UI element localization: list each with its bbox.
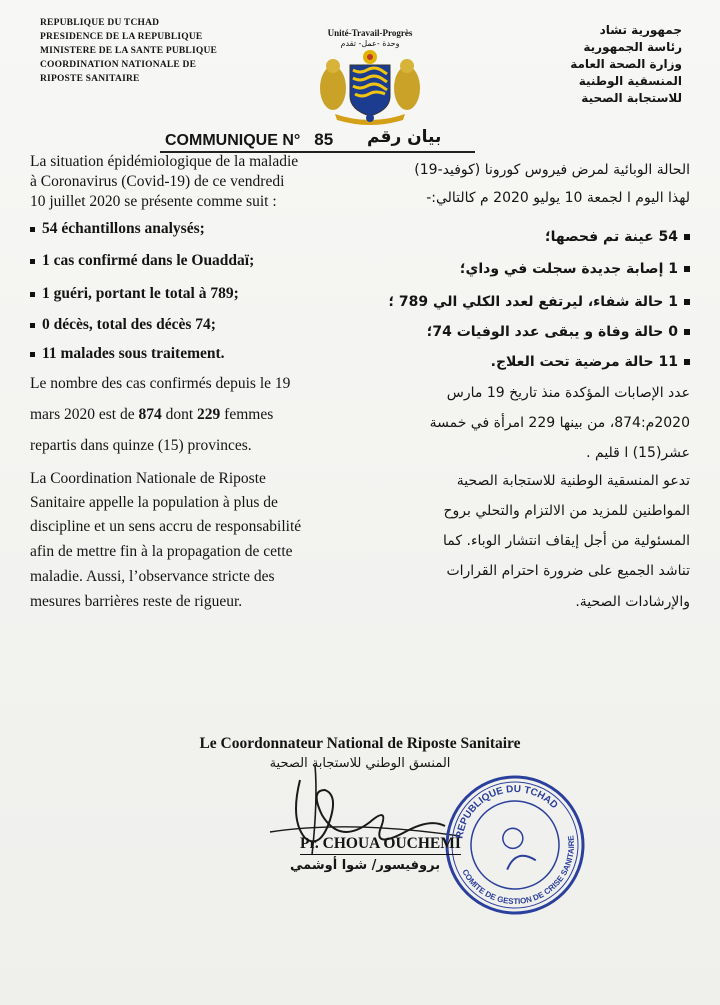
bullet-icon (684, 359, 690, 365)
header-right-line: المنسقية الوطنية (578, 74, 682, 88)
header-right-line: جمهورية تشاد (599, 23, 682, 37)
bullet-icon (684, 266, 690, 272)
header-left-line: RIPOSTE SANITAIRE (40, 74, 140, 84)
motto-arabic: وحدة -عمل- تقدم (340, 39, 400, 48)
arabic-intro-line: الحالة الوبائية لمرض فيروس كورونا (كوفيد-19) (414, 162, 690, 178)
official-stamp (440, 770, 590, 920)
communique-title (165, 130, 333, 150)
bullet-icon (30, 352, 35, 357)
signatory-title-arabic: المنسق الوطني للاستجابة الصحية (269, 756, 451, 771)
motto-french: Unité-Travail-Progrès (327, 28, 413, 38)
bullet-icon (30, 259, 35, 264)
arabic-bullet: 0 حالة وفاة و يبقى عدد الوفيات 74؛ (427, 322, 690, 343)
communique-number: 85 (314, 130, 334, 149)
french-intro-line: La situation épidémiologique de la maladie (30, 153, 299, 170)
header-right-line: وزارة الصحة العامة (570, 57, 682, 71)
header-left-block (40, 16, 217, 86)
arabic-appeal-line: المسئولية من أجل إيقاف انتشار الوباء. كما (443, 533, 690, 549)
bullet-icon (30, 292, 35, 297)
header-left-line: MINISTERE DE LA SANTE PUBLIQUE (40, 46, 218, 56)
bullet-icon (30, 323, 35, 328)
arabic-bullet: 1 حالة شفاء، ليرتفع لعدد الكلي الي 789 ؛ (388, 292, 690, 313)
signatory-name-arabic: بروفيسور/ شوا أوشمي (290, 858, 441, 873)
header-left-line: REPUBLIQUE DU TCHAD (40, 18, 160, 28)
french-appeal-line: Sanitaire appelle la population à plus de (30, 494, 278, 511)
bullet-icon (684, 329, 690, 335)
french-intro-line: 10 juillet 2020 se présente comme suit : (30, 193, 277, 210)
french-appeal-line: afin de mettre fin à la propagation de cette (30, 543, 293, 560)
french-bullet: 54 échantillons analysés; (30, 218, 205, 239)
arabic-bullet: 54 عينة تم فحصها؛ (545, 227, 690, 248)
bullet-icon (684, 299, 690, 305)
french-totals-line: Le nombre des cas confirmés depuis le 19 (30, 375, 291, 392)
header-right-line: رئاسة الجمهورية (583, 40, 682, 54)
arabic-appeal-line: تناشد الجميع على ضرورة احترام القرارات (446, 563, 690, 579)
header-left-line: PRESIDENCE DE LA REPUBLIQUE (40, 32, 203, 42)
svg-text:REPUBLIQUE DU TCHAD: REPUBLIQUE DU TCHAD (454, 783, 560, 840)
arabic-bullet: 11 حالة مرضية تحت العلاج. (491, 352, 690, 373)
arabic-totals-line: عشر(15) ا قليم . (586, 445, 690, 461)
header-left-line: COORDINATION NATIONALE DE (40, 60, 197, 70)
french-bullet: 11 malades sous traitement. (30, 343, 225, 364)
french-intro-line: à Coronavirus (Covid-19) de ce vendredi (30, 173, 285, 190)
header-right-block (502, 22, 682, 107)
arabic-appeal-line: والإرشادات الصحية. (575, 594, 690, 610)
french-totals-line: mars 2020 est de 874 dont 229 femmes (30, 406, 274, 423)
french-appeal-line: mesures barrières reste de rigueur. (30, 593, 243, 610)
arabic-bullet: 1 إصابة جديدة سجلت في وداي؛ (460, 259, 690, 280)
french-totals-line: repartis dans quinze (15) provinces. (30, 437, 252, 454)
communique-title-arabic: بيان رقم (367, 127, 442, 147)
total-confirmed: 874 (138, 406, 162, 423)
svg-text:COMITE DE GESTION DE CRISE SAN: COMITE DE GESTION DE CRISE SANITAIRE (460, 834, 577, 907)
bullet-icon (30, 227, 35, 232)
arabic-intro-line: لهذا اليوم ا لجمعة 10 يوليو 2020 م كالتالي:- (426, 190, 690, 206)
coat-of-arms-icon (315, 48, 425, 126)
french-appeal-line: La Coordination Nationale de Riposte (30, 470, 266, 487)
signatory-name: Pr. CHOUA OUCHEMI (300, 835, 461, 855)
french-bullet: 1 cas confirmé dans le Ouaddaï; (30, 250, 254, 271)
arabic-totals-line: عدد الإصابات المؤكدة منذ تاريخ 19 مارس (446, 385, 690, 401)
signatory-title: Le Coordonnateur National de Riposte Sanitaire (199, 735, 521, 752)
header-right-line: للاستجابة الصحية (581, 91, 682, 105)
total-women: 229 (197, 406, 221, 423)
communique-label: COMMUNIQUE N° (165, 132, 301, 149)
national-emblem (315, 28, 425, 128)
french-bullet: 1 guéri, portant le total à 789; (30, 283, 239, 304)
arabic-appeal-line: تدعو المنسقية الوطنية للاستجابة الصحية (456, 473, 690, 489)
arabic-totals-line: 2020م:874، من بينها 229 امرأة في خمسة (429, 415, 690, 431)
french-bullet: 0 décès, total des décès 74; (30, 314, 216, 335)
french-appeal-line: discipline et un sens accru de responsabilité (30, 518, 302, 535)
bullet-icon (684, 234, 690, 240)
french-appeal-line: maladie. Aussi, l’observance stricte des (30, 568, 275, 585)
arabic-appeal-line: المواطنين للمزيد من الالتزام والتحلي بروح (443, 503, 690, 519)
